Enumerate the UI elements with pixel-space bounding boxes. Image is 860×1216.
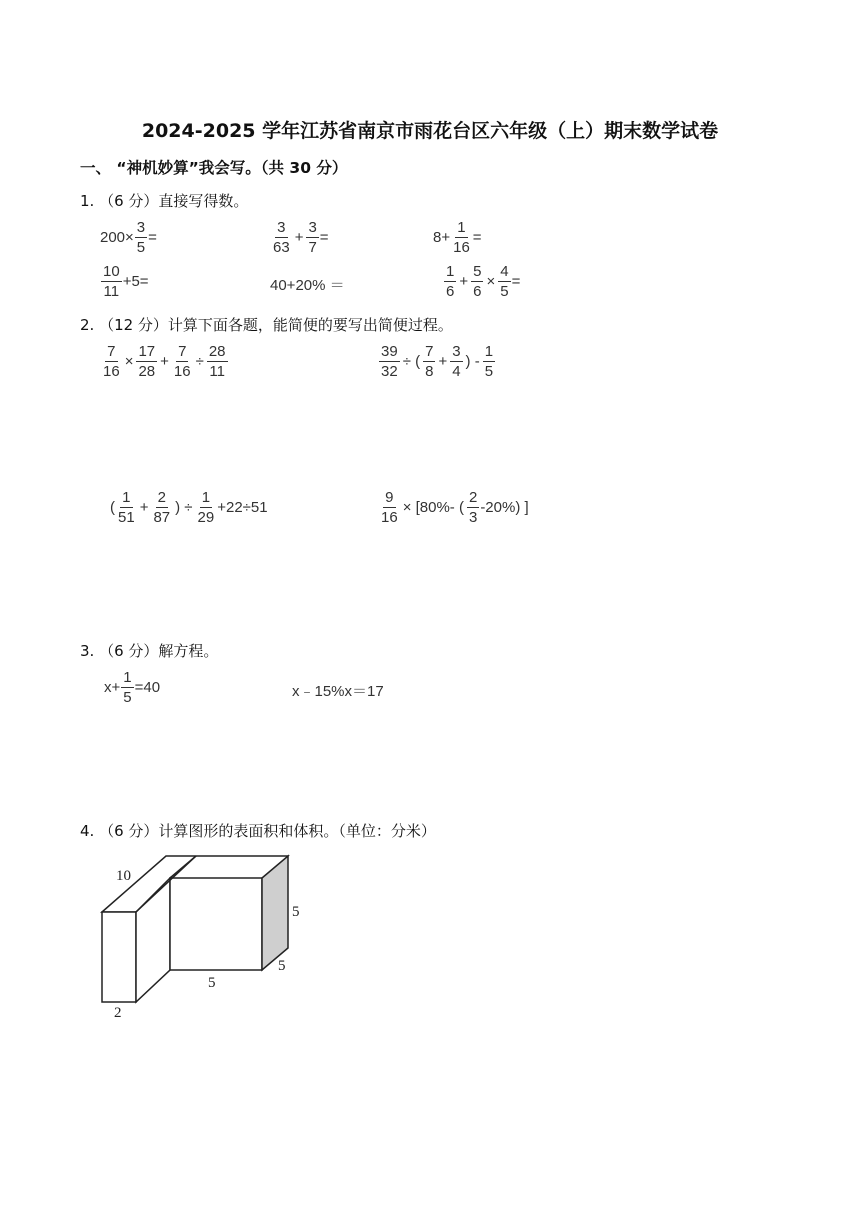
q3-equation-2: x﹣15%x＝17 [292, 683, 384, 700]
question-2-label: 2. （12 分）计算下面各题，能简便的要写出简便过程。 [80, 316, 453, 334]
operator: + [459, 273, 469, 290]
numerator: 4 [500, 263, 509, 280]
denominator: 32 [381, 363, 398, 380]
fraction [101, 344, 122, 379]
fraction [379, 490, 400, 525]
q1-item-1-pre: 200× [100, 229, 134, 246]
numerator: 3 [136, 219, 146, 236]
fraction [451, 220, 472, 255]
fraction [483, 344, 495, 379]
numerator: 1 [446, 263, 455, 280]
numerator: 7 [178, 343, 187, 360]
operator: ) ÷ [175, 499, 193, 516]
operator: × [124, 353, 134, 370]
numerator: 1 [201, 489, 211, 506]
numerator: 7 [425, 343, 434, 360]
numerator: 1 [122, 489, 131, 506]
numerator: 28 [208, 343, 226, 360]
numerator: 3 [277, 219, 286, 236]
denominator: 6 [446, 283, 455, 300]
fraction [135, 220, 147, 255]
fraction [444, 264, 456, 299]
denominator: 5 [484, 363, 494, 380]
denominator: 29 [197, 509, 215, 526]
expression-tail: +22÷51 [217, 499, 268, 516]
operator: + [139, 499, 149, 516]
equals-sign: = [511, 273, 521, 290]
operator: + [438, 353, 448, 370]
equals-sign: = [319, 229, 329, 246]
denominator: 8 [425, 363, 434, 380]
denominator: 63 [273, 239, 290, 256]
numerator: 2 [157, 489, 166, 506]
numerator: 17 [138, 343, 156, 360]
q1-item-4 [100, 264, 149, 299]
q1-item-3 [433, 220, 482, 255]
exam-title: 2024-2025 学年江苏省南京市雨花台区六年级（上）期末数学试卷 [141, 120, 719, 142]
equation-post: =40 [134, 679, 161, 696]
q1-item-1 [100, 220, 157, 255]
denominator: 51 [118, 509, 135, 526]
equation-pre: x+ [104, 679, 121, 696]
label-depth-10: 10 [116, 868, 131, 884]
fraction [151, 490, 172, 525]
denominator: 16 [453, 239, 470, 256]
denominator: 6 [473, 283, 482, 300]
denominator: 16 [103, 363, 120, 380]
q1-item-6 [443, 264, 520, 299]
denominator: 5 [136, 239, 146, 256]
numerator: 5 [473, 263, 482, 280]
denominator: 11 [209, 363, 225, 380]
fraction [121, 670, 133, 705]
operator: + [160, 353, 169, 370]
fraction [207, 344, 228, 379]
fraction [196, 490, 217, 525]
equals-sign: = [148, 229, 157, 246]
denominator: 11 [103, 283, 120, 300]
numerator: 2 [468, 489, 478, 506]
fraction [271, 220, 292, 255]
operator: × [80%- ( [402, 499, 464, 516]
q1-item-3-pre: 8+ [433, 229, 451, 246]
fraction [136, 344, 157, 379]
label-width-5: 5 [208, 975, 216, 991]
q2-expression-2 [378, 344, 496, 379]
fraction [101, 264, 122, 299]
fraction [471, 264, 483, 299]
numerator: 3 [452, 343, 461, 360]
fraction [116, 490, 137, 525]
numerator: 10 [103, 263, 120, 280]
fraction [423, 344, 435, 379]
denominator: 16 [173, 363, 191, 380]
fraction [172, 344, 193, 379]
q1-item-4-post: +5= [122, 273, 149, 290]
operator: ) - [465, 353, 480, 370]
denominator: 7 [308, 239, 317, 256]
denominator: 4 [452, 363, 461, 380]
denominator: 87 [153, 509, 171, 526]
q2-expression-4 [378, 490, 529, 525]
open-paren: ( [110, 499, 115, 516]
figure-left-front-face [102, 912, 136, 1002]
section-1-heading: 一、 “神机妙算”我会写。（共 30 分） [80, 159, 348, 177]
fraction [379, 344, 400, 379]
question-3-label: 3. （6 分）解方程。 [80, 642, 219, 660]
fraction [306, 220, 318, 255]
operator: ÷ [195, 353, 204, 370]
q1-item-2 [270, 220, 329, 255]
label-height-5: 5 [292, 904, 300, 920]
q2-expression-3 [110, 490, 268, 525]
operator: ÷ ( [402, 353, 421, 370]
denominator: 5 [500, 283, 509, 300]
solid-figure [96, 850, 316, 1030]
fraction [498, 264, 510, 299]
numerator: 39 [381, 343, 398, 360]
numerator: 7 [107, 343, 116, 360]
operator: + [294, 229, 304, 246]
question-1-label: 1. （6 分）直接写得数。 [80, 192, 249, 210]
q3-equation-1 [104, 670, 160, 705]
numerator: 1 [123, 669, 132, 686]
numerator: 9 [385, 489, 394, 506]
denominator: 5 [123, 689, 132, 706]
denominator: 3 [468, 509, 478, 526]
expression-tail: -20%) ] [480, 499, 529, 516]
q2-expression-1 [100, 344, 229, 379]
numerator: 1 [484, 343, 494, 360]
operator: × [486, 273, 496, 290]
denominator: 16 [381, 509, 398, 526]
question-4-label: 4. （6 分）计算图形的表面积和体积。（单位：分米） [80, 822, 436, 840]
fraction [467, 490, 479, 525]
equals-sign: = [472, 229, 482, 246]
denominator: 28 [138, 363, 156, 380]
fraction [450, 344, 462, 379]
q1-item-5: 40+20% ＝ [270, 277, 345, 294]
label-width-2: 2 [114, 1005, 122, 1021]
label-depth-5: 5 [278, 958, 286, 974]
numerator: 1 [457, 219, 466, 236]
figure-cube-front-face [170, 878, 262, 970]
numerator: 3 [308, 219, 317, 236]
